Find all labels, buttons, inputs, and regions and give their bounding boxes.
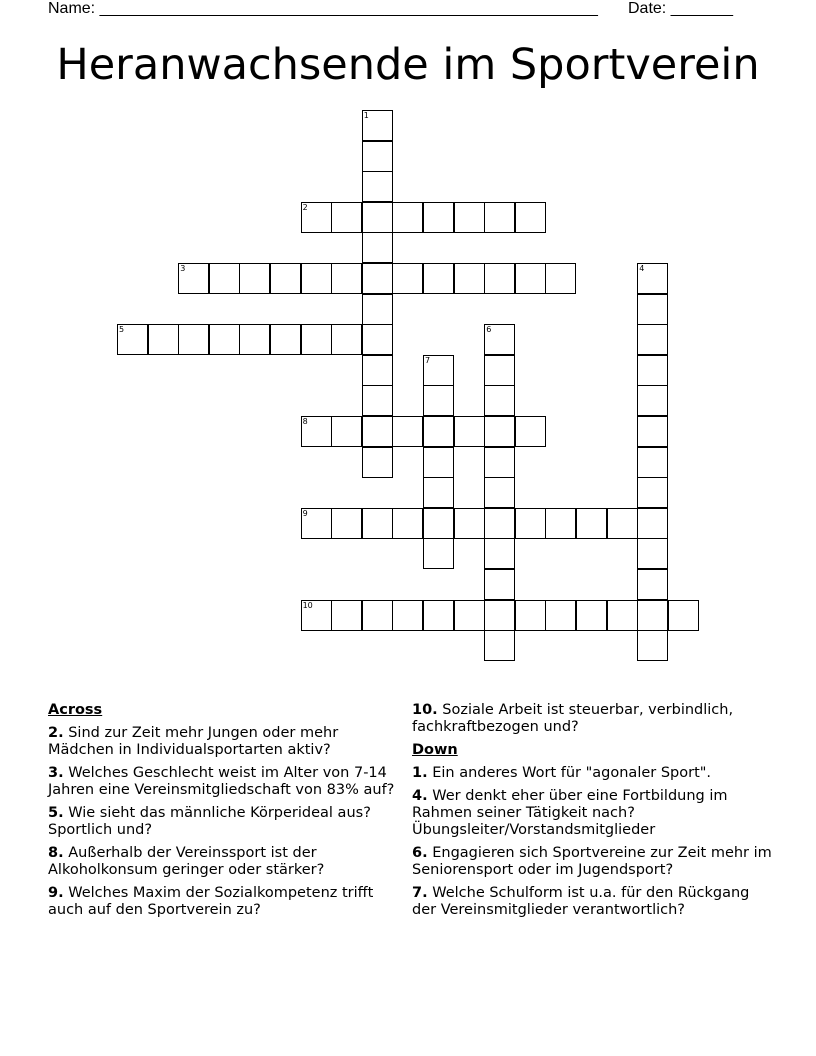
grid-cell[interactable] [362, 141, 393, 172]
grid-cell[interactable] [423, 263, 454, 294]
grid-cell[interactable] [637, 355, 668, 386]
grid-cell[interactable] [454, 508, 485, 539]
grid-cell[interactable] [362, 171, 393, 202]
clue-number: 9 [302, 508, 308, 518]
clue-across-2: 2. Sind zur Zeit mehr Jungen oder mehr Mädchen in Individualsportarten aktiv? [48, 725, 339, 758]
grid-cell[interactable] [362, 294, 393, 325]
clue-number: 10 [302, 600, 313, 610]
grid-cell[interactable] [362, 355, 393, 386]
clue-number: 5 [119, 325, 125, 335]
grid-cell[interactable] [637, 508, 668, 539]
page-title: Heranwachsende im Sportverein [56, 40, 760, 90]
grid-cell[interactable] [301, 263, 332, 294]
grid-cell[interactable] [637, 447, 668, 478]
grid-cell[interactable] [362, 600, 393, 631]
grid-cell[interactable] [454, 202, 485, 233]
grid-cell[interactable] [545, 508, 576, 539]
clue-number: 4 [639, 264, 645, 273]
clue-number: 8 [302, 417, 308, 426]
grid-cell[interactable] [484, 202, 515, 233]
grid-cell[interactable] [362, 324, 393, 355]
grid-cell[interactable] [301, 416, 332, 447]
clue-number: 6 [486, 325, 492, 335]
grid-cell[interactable] [607, 508, 638, 539]
grid-cell[interactable] [484, 324, 515, 355]
name-field-label: Name: ________________________________________________________ [48, 0, 598, 17]
grid-cell[interactable] [484, 355, 515, 386]
clue-down-6: 6. Engagieren sich Sportvereine zur Zeit mehr im Seniorensport oder im Jugendsport? [412, 845, 772, 878]
grid-cell[interactable] [239, 324, 270, 355]
clues-left-column [48, 702, 398, 925]
grid-cell[interactable] [484, 416, 515, 447]
grid-cell[interactable] [423, 202, 454, 233]
grid-cell[interactable] [423, 385, 454, 416]
grid-cell[interactable] [270, 324, 301, 355]
grid-cell[interactable] [362, 232, 393, 263]
clue-down-1: 1. Ein anderes Wort für "agonaler Sport". [412, 765, 712, 781]
grid-cell[interactable] [392, 416, 423, 447]
grid-cell[interactable] [423, 600, 454, 631]
grid-cell[interactable] [637, 630, 668, 661]
clue-number: 2 [302, 202, 308, 212]
grid-cell[interactable] [301, 600, 332, 631]
grid-cell[interactable] [362, 416, 393, 447]
grid-cell[interactable] [515, 263, 546, 294]
grid-cell[interactable] [515, 202, 546, 233]
clue-across-3: 3. Welches Geschlecht weist im Alter von 7-14 Jahren eine Vereinsmitgliedschaft von 83% auf? [48, 765, 395, 798]
grid-cell[interactable] [637, 263, 668, 294]
grid-cell[interactable] [484, 600, 515, 631]
grid-cell[interactable] [362, 263, 393, 294]
grid-cell[interactable] [178, 263, 209, 294]
grid-cell[interactable] [515, 600, 546, 631]
clue-down-7: 7. Welche Schulform ist u.a. für den Rückgang der Vereinsmitglieder verantwortlich? [412, 885, 750, 918]
grid-cell[interactable] [362, 447, 393, 478]
grid-cell[interactable] [423, 477, 454, 508]
grid-cell[interactable] [668, 600, 699, 631]
clue-across-8: 8. Außerhalb der Vereinssport ist der Alkoholkonsum geringer oder stärker? [48, 845, 325, 878]
grid-cell[interactable] [301, 324, 332, 355]
grid-cell[interactable] [362, 110, 393, 141]
clue-number: 3 [180, 264, 186, 273]
clue-down-4: 4. Wer denkt eher über eine Fortbildung im Rahmen seiner Tätigkeit nach? Übungsleiter/Vorstandsmitglieder [412, 788, 728, 838]
grid-cell[interactable] [209, 263, 240, 294]
grid-cell[interactable] [331, 600, 362, 631]
across-heading: Across [48, 702, 103, 718]
header-line [48, 0, 748, 20]
grid-cell[interactable] [117, 324, 148, 355]
grid-cell[interactable] [392, 600, 423, 631]
grid-cell[interactable] [392, 202, 423, 233]
grid-cell[interactable] [423, 355, 454, 386]
grid-cell[interactable] [331, 324, 362, 355]
down-heading: Down [412, 742, 458, 758]
grid-cell[interactable] [392, 508, 423, 539]
grid-cell[interactable] [423, 447, 454, 478]
grid-cell[interactable] [637, 477, 668, 508]
grid-cell[interactable] [454, 416, 485, 447]
grid-cell[interactable] [362, 508, 393, 539]
grid-cell[interactable] [423, 416, 454, 447]
grid-cell[interactable] [545, 600, 576, 631]
grid-cell[interactable] [239, 263, 270, 294]
grid-cell[interactable] [637, 538, 668, 569]
grid-cell[interactable] [607, 600, 638, 631]
grid-cell[interactable] [331, 263, 362, 294]
clue-across-9: 9. Welches Maxim der Sozialkompetenz trifft auch auf den Sportverein zu? [48, 885, 374, 918]
grid-cell[interactable] [331, 508, 362, 539]
grid-cell[interactable] [637, 385, 668, 416]
grid-cell[interactable] [484, 477, 515, 508]
grid-cell[interactable] [484, 630, 515, 661]
grid-cell[interactable] [637, 324, 668, 355]
grid-cell[interactable] [362, 202, 393, 233]
grid-cell[interactable] [484, 569, 515, 600]
grid-cell[interactable] [423, 538, 454, 569]
grid-cell[interactable] [301, 202, 332, 233]
grid-cell[interactable] [148, 324, 179, 355]
grid-cell[interactable] [270, 263, 301, 294]
grid-cell[interactable] [576, 600, 607, 631]
grid-cell[interactable] [484, 508, 515, 539]
grid-cell[interactable] [301, 508, 332, 539]
clue-across-5: 5. Wie sieht das männliche Körperideal aus? Sportlich und? [48, 805, 371, 838]
grid-cell[interactable] [515, 508, 546, 539]
grid-cell[interactable] [331, 202, 362, 233]
grid-cell[interactable] [637, 569, 668, 600]
grid-cell[interactable] [331, 416, 362, 447]
grid-cell[interactable] [637, 416, 668, 447]
grid-cell[interactable] [576, 508, 607, 539]
clue-across-10: 10. Soziale Arbeit ist steuerbar, verbindlich, fachkraftbezogen und? [412, 702, 734, 735]
grid-cell[interactable] [362, 385, 393, 416]
grid-cell[interactable] [637, 294, 668, 325]
clue-number: 7 [425, 355, 431, 365]
grid-cell[interactable] [178, 324, 209, 355]
grid-cell[interactable] [515, 416, 546, 447]
grid-cell[interactable] [637, 600, 668, 631]
clues-right-column [412, 702, 772, 925]
grid-cell[interactable] [484, 385, 515, 416]
clue-number: 1 [363, 111, 369, 120]
grid-cell[interactable] [545, 263, 576, 294]
grid-cell[interactable] [484, 263, 515, 294]
grid-cell[interactable] [454, 600, 485, 631]
grid-cell[interactable] [484, 447, 515, 478]
grid-cell[interactable] [209, 324, 240, 355]
grid-cell[interactable] [484, 538, 515, 569]
grid-cell[interactable] [423, 508, 454, 539]
grid-cell[interactable] [392, 263, 423, 294]
grid-cell[interactable] [454, 263, 485, 294]
date-field-label: Date: _______ [628, 0, 733, 17]
